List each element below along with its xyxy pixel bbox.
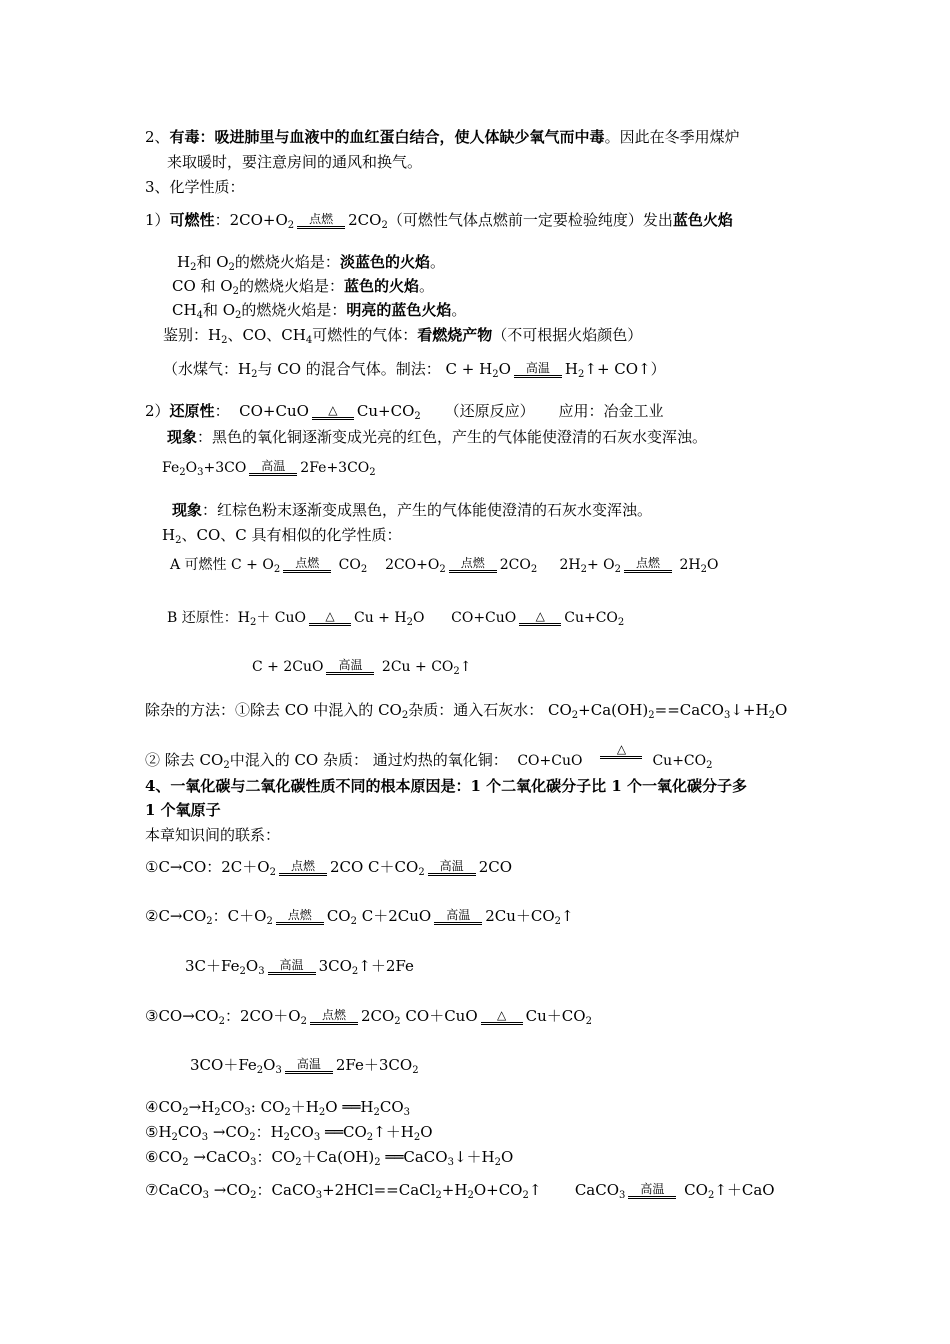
text: →CO	[208, 1123, 250, 1141]
text: CH	[172, 301, 197, 319]
subscript: 2	[206, 916, 213, 927]
text: CO	[548, 701, 572, 719]
subscript: 2	[418, 867, 425, 878]
subscript: 2	[228, 262, 235, 273]
flame-color: 明亮的蓝色火焰	[346, 301, 452, 319]
text: →CaCO	[188, 1148, 251, 1166]
text: ：	[214, 402, 230, 420]
condition-ignite: 点燃	[310, 1008, 358, 1025]
subscript: 2	[190, 262, 197, 273]
section-4-line1: 4、一氧化碳与二氧化碳性质不同的根本原因是：1 个二氧化碳分子比 1 个一氧化碳分子多	[145, 777, 747, 795]
text: B 还原性：H	[167, 610, 250, 626]
subscript: 2	[578, 369, 585, 380]
condition-high-temp: 高温	[268, 958, 316, 975]
subscript: 2	[249, 617, 257, 628]
subscript: 2	[381, 220, 388, 231]
h2-flame-line	[177, 252, 445, 272]
condition-heat: △	[600, 742, 642, 759]
subscript: 2	[221, 335, 228, 346]
subscript: 2	[182, 1107, 189, 1118]
application-text: 应用：冶金工业	[558, 402, 664, 420]
text: ② 除去 CO	[145, 751, 224, 769]
similar-properties	[162, 525, 402, 545]
condition-heat: △	[309, 609, 351, 626]
phenomenon-1	[167, 427, 707, 447]
remove-impurity-1	[145, 700, 787, 720]
condition-high-temp: 高温	[285, 1057, 333, 1074]
subscript: 2	[350, 916, 357, 927]
text: ══CO	[320, 1123, 367, 1141]
subscript: 2	[412, 1065, 419, 1076]
relation-6	[145, 1147, 513, 1167]
subscript: 4	[305, 335, 313, 346]
text: CO	[338, 557, 361, 573]
text: Cu + H	[353, 610, 407, 626]
subscript: 3	[315, 1190, 323, 1201]
item-number: 1）	[145, 211, 170, 229]
text: 和 O	[202, 301, 236, 319]
subscript: 2	[617, 617, 625, 628]
remove-impurity-2	[145, 742, 713, 771]
text: 除杂的方法：①除去 CO 中混入的 CO	[145, 701, 402, 719]
subscript: 3	[447, 1157, 454, 1168]
relation-2b	[185, 956, 414, 976]
text: 的燃烧火焰是：	[234, 253, 340, 271]
text: 中混入的 CO 杂质： 通过灼热的氧化铜：	[229, 751, 508, 769]
condition-ignite: 点燃	[297, 212, 345, 229]
text: CO	[220, 1098, 245, 1116]
text: ↓+H	[730, 701, 769, 719]
phenomenon-2	[172, 500, 652, 520]
subscript: 2	[223, 760, 230, 771]
text: 3CO＋Fe	[190, 1056, 257, 1074]
subscript: 2	[179, 467, 186, 478]
text: C＋2CuO	[356, 907, 432, 925]
text: ↑	[459, 659, 472, 675]
text: 2Cu + CO	[381, 659, 454, 675]
text: ⑥CO	[145, 1148, 183, 1166]
condition-high-temp: 高温	[514, 361, 562, 378]
text: Cu+CO	[652, 753, 707, 769]
text: +2HCl==CaCl	[322, 1181, 436, 1199]
text: O	[498, 360, 511, 378]
subscript: 2	[239, 966, 246, 977]
text: CO＋CuO	[400, 1007, 478, 1025]
text: CO+CuO	[517, 753, 583, 769]
text: 可燃性的气体：	[312, 326, 418, 344]
text: CO	[290, 1123, 314, 1141]
text: 2H	[559, 557, 581, 573]
subscript: 2	[571, 710, 579, 721]
text: ：CO	[256, 1148, 296, 1166]
text: 2CO C＋CO	[329, 858, 419, 876]
condition-high-temp: 高温	[249, 459, 297, 476]
subscript: 2	[360, 564, 368, 575]
phenomenon-text: ：黑色的氧化铜逐渐变成光亮的红色，产生的气体能使澄清的石灰水变浑浊。	[197, 428, 708, 446]
text: H	[162, 526, 176, 544]
subscript: 2	[250, 1190, 257, 1201]
condition-high-temp: 高温	[428, 859, 476, 876]
subscript: 3	[275, 1065, 282, 1076]
subscript: 3	[723, 710, 731, 721]
text: （不可根据火焰颜色）	[492, 326, 643, 344]
text: 和 O	[196, 253, 229, 271]
text: Cu＋CO	[525, 1007, 586, 1025]
subscript: 2	[394, 1016, 401, 1027]
relation-7	[145, 1180, 775, 1200]
text: H	[564, 360, 578, 378]
subscript: 2	[374, 1157, 381, 1168]
text: O	[774, 701, 788, 719]
subscript: 2	[706, 760, 713, 771]
text: （水煤气：H	[163, 360, 252, 378]
subscript: 2	[492, 369, 499, 380]
equation-left: CO+CuO	[239, 402, 309, 420]
subscript: 2	[283, 1132, 291, 1143]
text: O	[420, 1123, 433, 1141]
subscript: 2	[522, 1190, 529, 1201]
subscript: 2	[366, 1132, 374, 1143]
subscript: 3	[619, 1190, 626, 1201]
subscript: 3	[313, 1132, 321, 1143]
water-gas-line	[163, 359, 666, 379]
subscript: 2	[373, 1107, 380, 1118]
relation-3b	[190, 1055, 419, 1075]
subscript: 2	[585, 1016, 592, 1027]
text: + O	[587, 557, 615, 573]
text: CO	[679, 1181, 708, 1199]
text: O	[263, 1056, 276, 1074]
subscript: 4	[196, 310, 203, 321]
subscript: 2	[300, 1016, 307, 1027]
subscript: 3	[197, 467, 204, 478]
subscript: 3	[201, 1132, 209, 1143]
relation-5	[145, 1122, 433, 1142]
equation-right: 2CO	[348, 211, 382, 229]
property-b-line	[167, 608, 624, 628]
equation-left: ：2CO+O	[214, 211, 288, 229]
combustibility-note: （可燃性气体点燃前一定要检验纯度）发出	[387, 211, 673, 229]
combustibility-label: 可燃性	[169, 211, 215, 229]
subscript: 2	[251, 369, 258, 380]
subscript: 2	[269, 867, 276, 878]
text: CO	[379, 1098, 404, 1116]
text: O	[185, 460, 198, 476]
text: ⑦CaCO	[145, 1181, 203, 1199]
toxic-note: 。因此在冬季用煤炉	[604, 128, 740, 146]
subscript: 2	[266, 916, 273, 927]
text: 、CO、CH	[227, 326, 306, 344]
subscript: 2	[218, 1016, 225, 1027]
subscript: 2	[175, 535, 182, 546]
condition-ignite: 点燃	[279, 859, 327, 876]
text: ↑	[561, 907, 574, 925]
subscript: 3	[258, 966, 265, 977]
text: ==CaCO	[654, 701, 724, 719]
co-flame-line	[172, 276, 434, 296]
subscript: 2	[494, 1157, 501, 1168]
subscript: 2	[232, 286, 239, 297]
section-number: 2、	[145, 128, 170, 146]
text: +Ca(OH)	[578, 701, 649, 719]
item-number: 2）	[145, 402, 170, 420]
text: O ══H	[325, 1098, 374, 1116]
text: 2CO	[360, 1007, 395, 1025]
section-2-line1	[145, 127, 740, 147]
text: ：C＋O	[212, 907, 267, 925]
subscript: 2	[413, 1132, 421, 1143]
subscript: 2	[530, 564, 538, 575]
equation-right: Cu+CO	[356, 402, 415, 420]
text: ①C→CO：2C＋O	[145, 858, 270, 876]
text: ↑＋CaO	[714, 1181, 775, 1199]
subscript: 2	[287, 220, 295, 231]
text: 2H	[679, 557, 701, 573]
subscript: 2	[249, 1132, 256, 1143]
subscript: 2	[171, 1132, 178, 1143]
text: Fe	[162, 460, 180, 476]
text: CO 和 O	[172, 277, 233, 295]
ch4-flame-line	[172, 300, 466, 320]
phenomenon-text: ：红棕色粉末逐渐变成黑色，产生的气体能使澄清的石灰水变浑浊。	[202, 501, 653, 519]
relation-1	[145, 857, 512, 877]
condition-high-temp: 高温	[628, 1182, 676, 1199]
text: CO+CuO	[451, 610, 517, 626]
subscript: 2	[295, 1157, 302, 1168]
condition-heat: △	[312, 403, 354, 420]
subscript: 2	[256, 1065, 264, 1076]
text: ＋H	[290, 1098, 319, 1116]
subscript: 2	[554, 916, 562, 927]
text: 2Fe+3CO	[300, 460, 370, 476]
text: 2Cu＋CO	[485, 907, 555, 925]
text: ③CO→CO	[145, 1007, 219, 1025]
identification-key: 看燃烧产物	[417, 326, 493, 344]
condition-ignite: 点燃	[449, 556, 497, 573]
text: O+CO	[473, 1181, 523, 1199]
subscript: 2	[235, 310, 242, 321]
condition-high-temp: 高温	[434, 908, 482, 925]
text: 2Fe＋3CO	[335, 1056, 413, 1074]
text: 2CO+O	[385, 557, 440, 573]
text: （还原反应）	[444, 402, 535, 420]
property-c-line	[252, 657, 472, 677]
text: 。	[419, 277, 435, 295]
subscript: 2	[614, 564, 622, 575]
text: ②C→CO	[145, 907, 207, 925]
property-a-line	[170, 555, 718, 575]
text: 。	[451, 301, 467, 319]
text: C + 2CuO	[252, 659, 324, 675]
text: Cu+CO	[564, 610, 618, 626]
subscript: 2	[401, 710, 409, 721]
text: ↑+ CO↑）	[584, 360, 666, 378]
text: 、CO、C 具有相似的化学性质：	[181, 526, 402, 544]
text: 2CO	[499, 557, 531, 573]
condition-high-temp: 高温	[326, 658, 374, 675]
text: 与 CO 的混合气体。制法： C + H	[257, 360, 493, 378]
condition-heat: △	[481, 1008, 523, 1025]
subscript: 2	[768, 710, 775, 721]
relation-2	[145, 906, 574, 926]
subscript: 2	[284, 1107, 291, 1118]
flame-color: 蓝色的火焰	[344, 277, 420, 295]
condition-ignite: 点燃	[276, 908, 324, 925]
reducibility-line	[145, 401, 663, 421]
text: 3C＋Fe	[185, 957, 240, 975]
subscript: 2	[318, 1107, 326, 1118]
text: +3CO	[203, 460, 247, 476]
text: 杂质：通入石灰水：	[408, 701, 549, 719]
text: H	[177, 253, 191, 271]
condition-ignite: 点燃	[624, 556, 672, 573]
subscript: 2	[435, 1190, 442, 1201]
text: ＋Ca(OH)	[301, 1148, 375, 1166]
subscript: 3	[202, 1190, 210, 1201]
subscript: 2	[439, 564, 446, 575]
text: CaCO	[574, 1181, 620, 1199]
text: ⑤H	[145, 1123, 172, 1141]
text: O	[412, 610, 425, 626]
text: 。	[429, 253, 445, 271]
text: O	[707, 557, 719, 573]
text: CO	[177, 1123, 202, 1141]
subscript: 2	[273, 564, 281, 575]
text: 鉴别：H	[163, 326, 222, 344]
relation-3	[145, 1006, 592, 1026]
text: 的燃烧火焰是：	[238, 277, 344, 295]
subscript: 2	[406, 617, 413, 628]
condition-heat: △	[519, 609, 561, 626]
text: CO	[326, 907, 351, 925]
subscript: 2	[182, 1157, 189, 1168]
fe2o3-equation	[162, 458, 376, 478]
relation-4	[145, 1097, 410, 1117]
text: +H	[441, 1181, 468, 1199]
combustibility-line	[145, 210, 733, 230]
text: →H	[188, 1098, 215, 1116]
subscript: 2	[700, 564, 707, 575]
subscript: 2	[467, 1190, 474, 1201]
chapter-links-title: 本章知识间的联系：	[145, 826, 281, 844]
text: ↑＋H	[373, 1123, 414, 1141]
reducibility-label: 还原性	[169, 402, 215, 420]
section-4-line2: 1 个氧原子	[145, 801, 221, 819]
text: ：2CO＋O	[224, 1007, 301, 1025]
text: O	[501, 1148, 514, 1166]
section-3-title: 3、化学性质：	[145, 178, 245, 196]
subscript: 3	[403, 1107, 410, 1118]
text: ↑＋2Fe	[358, 957, 414, 975]
phenomenon-label: 现象	[167, 428, 198, 446]
subscript: 2	[351, 966, 359, 977]
text: ＋ CuO	[256, 610, 306, 626]
text: 2CO	[478, 858, 513, 876]
subscript: 2	[580, 564, 587, 575]
subscript: 2	[648, 710, 655, 721]
text: ：CaCO	[256, 1181, 316, 1199]
subscript: 3	[244, 1107, 251, 1118]
text: →CO	[209, 1181, 251, 1199]
toxic-statement: 有毒：吸进肺里与血液中的血红蛋白结合，使人体缺少氧气而中毒	[169, 128, 605, 146]
subscript: 2	[453, 666, 460, 677]
text: A 可燃性 C + O	[170, 557, 274, 573]
flame-color: 淡蓝色的火焰	[339, 253, 430, 271]
text: ↑	[528, 1181, 542, 1199]
text: ④CO	[145, 1098, 183, 1116]
blue-flame-text: 蓝色火焰	[672, 211, 733, 229]
subscript: 2	[369, 467, 376, 478]
condition-ignite: 点燃	[283, 556, 331, 573]
text: 3CO	[318, 957, 352, 975]
subscript: 3	[250, 1157, 257, 1168]
subscript: 2	[414, 411, 421, 422]
text: ══CaCO	[380, 1148, 448, 1166]
text: ↓＋H	[453, 1148, 495, 1166]
text: ：H	[255, 1123, 284, 1141]
text: O	[245, 957, 259, 975]
section-2-line2: 来取暖时，要注意房间的通风和换气。	[167, 153, 423, 171]
subscript: 2	[707, 1190, 715, 1201]
text: : CO	[250, 1098, 285, 1116]
subscript: 2	[214, 1107, 221, 1118]
phenomenon-label: 现象	[172, 501, 203, 519]
text: 的燃烧火焰是：	[241, 301, 347, 319]
identification-line	[163, 325, 642, 345]
